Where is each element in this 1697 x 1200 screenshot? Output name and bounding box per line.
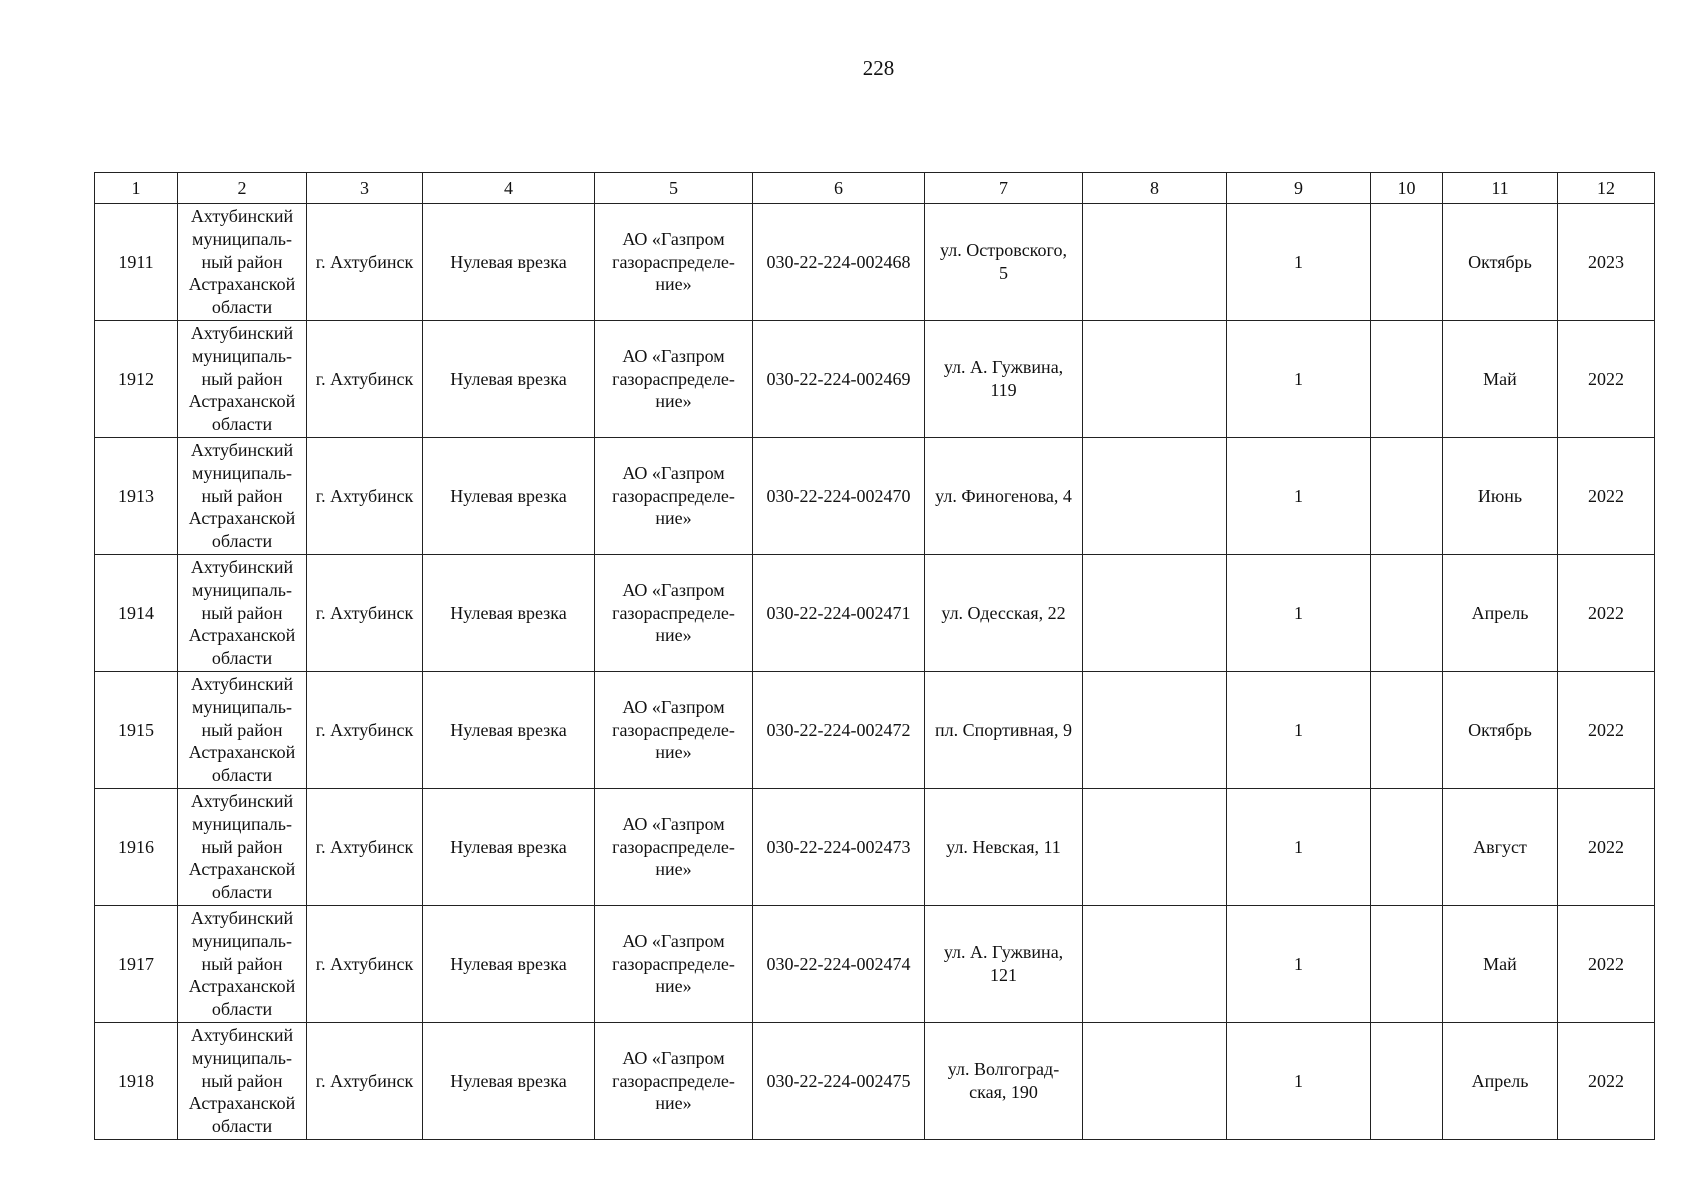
column-header-4: 4 <box>423 173 595 204</box>
column-10-cell <box>1371 1023 1443 1140</box>
count-cell: 1 <box>1227 906 1371 1023</box>
work-type-cell: Нулевая врезка <box>423 204 595 321</box>
column-header-6: 6 <box>753 173 925 204</box>
locality-cell: г. Ахтубинск <box>307 1023 423 1140</box>
column-8-cell <box>1083 789 1227 906</box>
table-row <box>95 789 1655 906</box>
column-8-cell <box>1083 204 1227 321</box>
object-code-cell: 030-22-224-002474 <box>753 906 925 1023</box>
month-cell: Октябрь <box>1443 204 1558 321</box>
table-row <box>95 321 1655 438</box>
month-cell: Октябрь <box>1443 672 1558 789</box>
column-8-cell <box>1083 1023 1227 1140</box>
column-10-cell <box>1371 555 1443 672</box>
organization-cell: АО «Газпром газораспределе- ние» <box>595 438 753 555</box>
locality-cell: г. Ахтубинск <box>307 438 423 555</box>
table-row <box>95 906 1655 1023</box>
column-header-7: 7 <box>925 173 1083 204</box>
column-8-cell <box>1083 672 1227 789</box>
district-cell: Ахтубинский муниципаль- ный район Астраханской области <box>178 204 307 321</box>
month-cell: Май <box>1443 321 1558 438</box>
object-code-cell: 030-22-224-002471 <box>753 555 925 672</box>
locality-cell: г. Ахтубинск <box>307 672 423 789</box>
work-type-cell: Нулевая врезка <box>423 1023 595 1140</box>
column-header-8: 8 <box>1083 173 1227 204</box>
column-8-cell <box>1083 906 1227 1023</box>
district-cell: Ахтубинский муниципаль- ный район Астраханской области <box>178 438 307 555</box>
column-10-cell <box>1371 321 1443 438</box>
year-cell: 2022 <box>1558 1023 1655 1140</box>
year-cell: 2023 <box>1558 204 1655 321</box>
district-cell: Ахтубинский муниципаль- ный район Астраханской области <box>178 1023 307 1140</box>
row-number-cell: 1915 <box>95 672 178 789</box>
column-header-5: 5 <box>595 173 753 204</box>
column-10-cell <box>1371 672 1443 789</box>
count-cell: 1 <box>1227 204 1371 321</box>
month-cell: Август <box>1443 789 1558 906</box>
organization-cell: АО «Газпром газораспределе- ние» <box>595 1023 753 1140</box>
row-number-cell: 1917 <box>95 906 178 1023</box>
column-header-12: 12 <box>1558 173 1655 204</box>
work-type-cell: Нулевая врезка <box>423 672 595 789</box>
address-cell: ул. Одесская, 22 <box>925 555 1083 672</box>
address-cell: ул. Волгоград- ская, 190 <box>925 1023 1083 1140</box>
column-header-2: 2 <box>178 173 307 204</box>
column-10-cell <box>1371 906 1443 1023</box>
row-number-cell: 1916 <box>95 789 178 906</box>
table-row <box>95 438 1655 555</box>
count-cell: 1 <box>1227 555 1371 672</box>
count-cell: 1 <box>1227 321 1371 438</box>
year-cell: 2022 <box>1558 321 1655 438</box>
organization-cell: АО «Газпром газораспределе- ние» <box>595 555 753 672</box>
district-cell: Ахтубинский муниципаль- ный район Астраханской области <box>178 321 307 438</box>
district-cell: Ахтубинский муниципаль- ный район Астраханской области <box>178 906 307 1023</box>
column-header-9: 9 <box>1227 173 1371 204</box>
work-type-cell: Нулевая врезка <box>423 321 595 438</box>
month-cell: Апрель <box>1443 1023 1558 1140</box>
work-type-cell: Нулевая врезка <box>423 789 595 906</box>
column-header-1: 1 <box>95 173 178 204</box>
district-cell: Ахтубинский муниципаль- ный район Астраханской области <box>178 789 307 906</box>
organization-cell: АО «Газпром газораспределе- ние» <box>595 789 753 906</box>
organization-cell: АО «Газпром газораспределе- ние» <box>595 672 753 789</box>
organization-cell: АО «Газпром газораспределе- ние» <box>595 906 753 1023</box>
row-number-cell: 1918 <box>95 1023 178 1140</box>
column-10-cell <box>1371 204 1443 321</box>
work-type-cell: Нулевая врезка <box>423 906 595 1023</box>
object-code-cell: 030-22-224-002468 <box>753 204 925 321</box>
object-code-cell: 030-22-224-002469 <box>753 321 925 438</box>
table-body <box>95 204 1655 1140</box>
locality-cell: г. Ахтубинск <box>307 906 423 1023</box>
row-number-cell: 1911 <box>95 204 178 321</box>
page-number: 228 <box>862 56 895 80</box>
locality-cell: г. Ахтубинск <box>307 555 423 672</box>
organization-cell: АО «Газпром газораспределе- ние» <box>595 204 753 321</box>
address-cell: ул. Невская, 11 <box>925 789 1083 906</box>
locality-cell: г. Ахтубинск <box>307 789 423 906</box>
year-cell: 2022 <box>1558 789 1655 906</box>
row-number-cell: 1912 <box>95 321 178 438</box>
object-code-cell: 030-22-224-002473 <box>753 789 925 906</box>
year-cell: 2022 <box>1558 672 1655 789</box>
column-header-10: 10 <box>1371 173 1443 204</box>
month-cell: Июнь <box>1443 438 1558 555</box>
year-cell: 2022 <box>1558 906 1655 1023</box>
month-cell: Май <box>1443 906 1558 1023</box>
column-8-cell <box>1083 321 1227 438</box>
table-row <box>95 1023 1655 1140</box>
work-type-cell: Нулевая врезка <box>423 555 595 672</box>
object-code-cell: 030-22-224-002475 <box>753 1023 925 1140</box>
table-row <box>95 672 1655 789</box>
column-8-cell <box>1083 555 1227 672</box>
address-cell: ул. А. Гужвина, 121 <box>925 906 1083 1023</box>
column-number-row <box>95 173 1655 204</box>
table-row <box>95 204 1655 321</box>
object-code-cell: 030-22-224-002470 <box>753 438 925 555</box>
column-10-cell <box>1371 438 1443 555</box>
district-cell: Ахтубинский муниципаль- ный район Астраханской области <box>178 672 307 789</box>
address-cell: ул. А. Гужвина, 119 <box>925 321 1083 438</box>
month-cell: Апрель <box>1443 555 1558 672</box>
row-number-cell: 1913 <box>95 438 178 555</box>
count-cell: 1 <box>1227 789 1371 906</box>
address-cell: пл. Спортивная, 9 <box>925 672 1083 789</box>
address-cell: ул. Финогенова, 4 <box>925 438 1083 555</box>
address-cell: ул. Островского, 5 <box>925 204 1083 321</box>
district-cell: Ахтубинский муниципаль- ный район Астраханской области <box>178 555 307 672</box>
year-cell: 2022 <box>1558 438 1655 555</box>
column-10-cell <box>1371 789 1443 906</box>
table-row <box>95 555 1655 672</box>
locality-cell: г. Ахтубинск <box>307 204 423 321</box>
count-cell: 1 <box>1227 1023 1371 1140</box>
locality-cell: г. Ахтубинск <box>307 321 423 438</box>
row-number-cell: 1914 <box>95 555 178 672</box>
organization-cell: АО «Газпром газораспределе- ние» <box>595 321 753 438</box>
work-type-cell: Нулевая врезка <box>423 438 595 555</box>
register-table <box>94 172 1655 1140</box>
object-code-cell: 030-22-224-002472 <box>753 672 925 789</box>
count-cell: 1 <box>1227 672 1371 789</box>
column-header-3: 3 <box>307 173 423 204</box>
column-header-11: 11 <box>1443 173 1558 204</box>
year-cell: 2022 <box>1558 555 1655 672</box>
column-8-cell <box>1083 438 1227 555</box>
count-cell: 1 <box>1227 438 1371 555</box>
